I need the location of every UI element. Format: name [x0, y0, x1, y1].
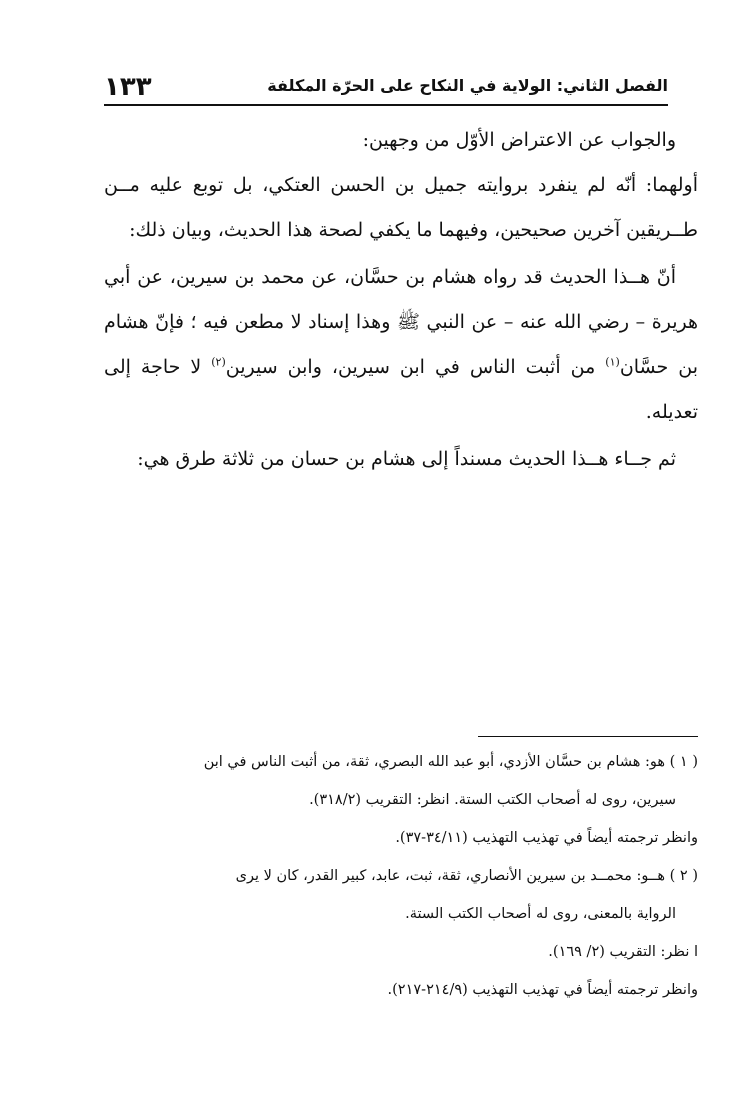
main-text: [104, 118, 698, 482]
footnote-2-line-1: ( ٢ ) هــو: محمــد بن سيرين الأنصاري، ثقة، ثبت، عابد، كبير القدر، كان لا يرى: [235, 868, 698, 884]
footnote-divider: [478, 736, 698, 737]
footnote-ref-1[interactable]: (١): [605, 355, 620, 369]
footnote-ref-2[interactable]: (٢): [211, 355, 226, 369]
chain-text-b: من أثبت الناس في ابن سيرين، وابن سيرين: [225, 356, 606, 378]
paragraph-chain: [104, 255, 698, 435]
page-number: ١٣٣: [104, 72, 152, 102]
chain-text-c: لا حاجة إلى تعديله.: [104, 356, 698, 423]
page-header: [104, 64, 668, 106]
paragraph-first-aspect: أولهما: أنّه لم ينفرد بروايته جميل بن الحسن العتكي، بل توبع عليه مــن طــريقين آخرين صحيحين، وفيهما ما يكفي لصحة هذا الحديث، وبيان ذلك:: [104, 174, 698, 241]
paragraph-three-routes: ثم جــاء هــذا الحديث مسنداً إلى هشام بن حسان من ثلاثة طرق هي:: [137, 448, 676, 470]
footnote-1-line-2: سيرين، روى له أصحاب الكتب الستة. انظر: التقريب (٣١٨/٢).: [309, 792, 676, 808]
footnote-2-line-3: ا نظر: التقريب (٢/ ١٦٩).: [548, 944, 698, 960]
paragraph-answer-intro: والجواب عن الاعتراض الأوّل من وجهين:: [362, 129, 676, 151]
chain-text-a: أنّ هــذا الحديث قد رواه هشام بن حسَّان، عن محمد بن سيرين، عن أبي هريرة – رضي الله عنه – عن النبي ﷺ وهذا إسناد لا مطعن فيه ؛ فإنّ هشام بن حسَّان: [104, 266, 699, 378]
footnote-1-line-1: ( ١ ) هو: هشام بن حسَّان الأزدي، أبو عبد الله البصري، ثقة، من أثبت الناس في ابن: [203, 754, 698, 770]
footnote-1-line-3: وانظر ترجمته أيضاً في تهذيب التهذيب (٣٤/١١-٣٧).: [395, 830, 698, 846]
chapter-title: الفصل الثاني: الولاية في النكاح على الحرّة المكلفة: [267, 76, 668, 95]
footnote-2-line-2: الرواية بالمعنى، روى له أصحاب الكتب الستة.: [405, 906, 676, 922]
footnote-2-line-4: وانظر ترجمته أيضاً في تهذيب التهذيب (٢١٤/٩-٢١٧).: [387, 982, 698, 998]
footnotes: [104, 743, 698, 1009]
